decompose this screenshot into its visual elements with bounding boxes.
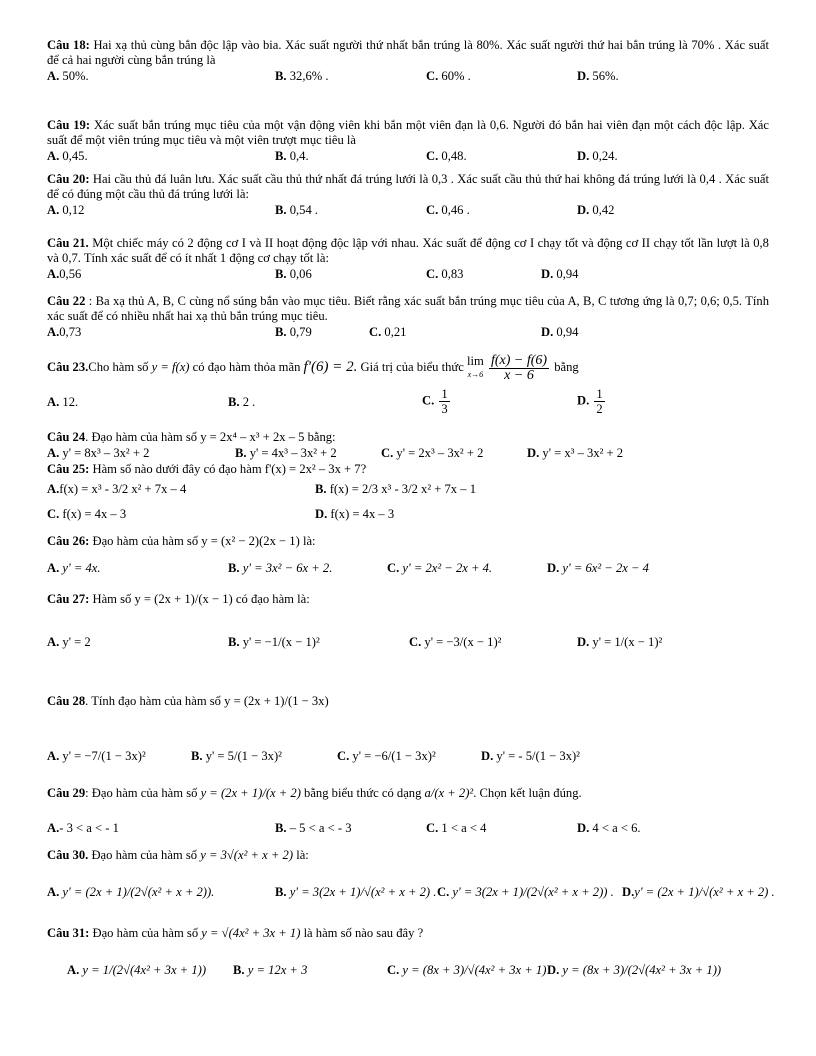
question-label: Câu 27: <box>47 592 90 606</box>
option-letter-c: C. <box>387 561 400 575</box>
option-c: 0,46 . <box>441 203 470 217</box>
option-letter-a: A. <box>47 149 60 163</box>
option-letter-b: B. <box>315 482 327 496</box>
question-text: có đạo hàm là: <box>235 592 310 606</box>
option-letter-d: D. <box>577 393 590 408</box>
option-letter-d: D. <box>577 821 590 835</box>
option-letter-d: D. <box>541 325 554 339</box>
option-b: – 5 < a < - 3 <box>289 821 352 835</box>
option-letter-d: D. <box>577 69 590 83</box>
question-label: Câu 23. <box>47 360 89 374</box>
option-c: 1 < a < 4 <box>441 821 487 835</box>
question-text: : Đạo hàm của hàm số <box>85 786 198 800</box>
option-d: y' = x³ – 3x² + 2 <box>542 446 624 460</box>
option-c: y' = 2x² − 2x + 4. <box>402 561 493 575</box>
option-letter-a: A. <box>47 821 60 835</box>
option-letter-b: B. <box>275 267 287 281</box>
option-c: 0,83 <box>441 267 464 281</box>
question-19 <box>47 118 769 164</box>
option-a: 0,12 <box>62 203 85 217</box>
question-text: bằng <box>554 360 579 374</box>
fraction-denominator: x − 6 <box>504 367 534 383</box>
option-c: y' = 2x³ – 3x² + 2 <box>396 446 484 460</box>
question-label: Câu 24 <box>47 430 86 444</box>
question-label: Câu 22 <box>47 294 86 308</box>
question-label: Câu 20: <box>47 172 90 186</box>
question-stem: Xác suất bắn trúng mục tiêu của một vận động viên khi bắn một viên đạn là 0,6. Người đó bắn hai viên đạn một cách độc lập. Xác suất để một viên trúng mục tiêu và một viên trượt mục tiêu là <box>47 118 769 147</box>
question-stem: . Đạo hàm của hàm số y = 2x⁴ – x³ + 2x – 5 bằng: <box>85 430 336 444</box>
option-letter-b: B. <box>275 69 287 83</box>
option-letter-c: C. <box>409 635 422 649</box>
question-label: Câu 31: <box>47 926 90 940</box>
option-letter-d: D. <box>315 507 328 521</box>
option-letter-a: A. <box>47 446 60 460</box>
question-text: Hàm số <box>92 592 132 606</box>
question-stem: Một chiếc máy có 2 động cơ I và II hoạt động độc lập với nhau. Xác suất để động cơ I chạy tốt và động cơ II chạy tốt lần lượt là 0,8 và 0,7. Tính xác suất để có ít nhất 1 động cơ chạy tốt là: <box>47 236 769 265</box>
option-d: 4 < a < 6. <box>592 821 641 835</box>
option-c: f(x) = 4x – 3 <box>62 507 127 521</box>
option-d: f(x) = 4x – 3 <box>330 507 395 521</box>
question-stem: : Ba xạ thủ A, B, C cùng nổ súng bắn vào mục tiêu. Biết rằng xác suất bắn trúng mục tiêu của A, B, C tương ứng là 0,7; 0,6; 0,5. Tính xác suất để có nhiều nhất hai xạ thủ bắn trúng mục tiêu. <box>47 294 769 323</box>
option-a: f(x) = x³ - 3/2 x² + 7x – 4 <box>59 482 187 496</box>
option-b: 32,6% . <box>289 69 329 83</box>
limit-fraction <box>489 354 549 383</box>
question-stem: Hàm số nào dưới đây có đạo hàm f'(x) = 2x² – 3x + 7? <box>92 462 367 476</box>
option-letter-b: B. <box>235 446 247 460</box>
question-text: . Tính đạo hàm của hàm số <box>85 694 221 708</box>
option-c: y' = −6/(1 − 3x)² <box>352 749 436 763</box>
option-letter-b: B. <box>275 885 287 899</box>
option-letter-a: A. <box>47 69 60 83</box>
option-letter-b: B. <box>191 749 203 763</box>
option-c-fraction: $\frac{1}{3}$ <box>441 387 448 416</box>
function-expression: y = √(4x² + 3x + 1) <box>201 926 301 940</box>
question-21 <box>47 236 769 282</box>
option-c: y = (8x + 3)/√(4x² + 3x + 1) <box>402 963 547 977</box>
question-label: Câu 30. <box>47 848 89 862</box>
option-d-fraction: $\frac{1}{2}$ <box>596 387 603 416</box>
option-d: y = (8x + 3)/(2√(4x² + 3x + 1)) <box>562 963 722 977</box>
question-text: bằng biểu thức có dạng <box>304 786 422 800</box>
question-label: Câu 28 <box>47 694 86 708</box>
option-letter-d: D. <box>481 749 494 763</box>
option-c: y' = −3/(x − 1)² <box>424 635 502 649</box>
question-29 <box>47 786 769 836</box>
question-text: Giá trị của biểu thức <box>360 360 464 374</box>
question-stem: Đạo hàm của hàm số y = (x² − 2)(2x − 1) là: <box>92 534 316 548</box>
option-a: 0,56 <box>59 267 82 281</box>
option-d: 0,24. <box>592 149 618 163</box>
option-letter-a: A. <box>47 749 60 763</box>
option-b: 0,06 <box>289 267 312 281</box>
question-text: là hàm số nào sau đây ? <box>303 926 424 940</box>
option-a: - 3 < a < - 1 <box>59 821 119 835</box>
option-letter-c: C. <box>369 325 382 339</box>
option-letter-a: A. <box>67 963 80 977</box>
option-letter-b: B. <box>228 395 240 409</box>
option-b: y' = 3(2x + 1)/√(x² + x + 2) . <box>289 885 437 899</box>
option-a: y' = 4x. <box>62 561 101 575</box>
option-letter-d: D. <box>547 561 560 575</box>
question-27 <box>47 592 769 650</box>
option-b: y = 12x + 3 <box>247 963 308 977</box>
question-18 <box>47 38 769 84</box>
option-c: y' = 3(2x + 1)/(2√(x² + x + 2)) . <box>452 885 614 899</box>
option-b: y' = −1/(x − 1)² <box>242 635 320 649</box>
option-letter-a: A. <box>47 325 60 339</box>
option-letter-b: B. <box>228 561 240 575</box>
option-d: y' = (2x + 1)/√(x² + x + 2) . <box>634 885 775 899</box>
option-letter-c: C. <box>426 203 439 217</box>
option-letter-b: B. <box>233 963 245 977</box>
option-a: y' = (2x + 1)/(2√(x² + x + 2)). <box>62 885 215 899</box>
question-23 <box>47 350 769 419</box>
function-expression: y = f(x) <box>151 360 190 374</box>
question-24 <box>47 430 769 461</box>
option-letter-a: A. <box>47 395 60 409</box>
option-letter-d: D. <box>577 149 590 163</box>
option-letter-c: C. <box>337 749 350 763</box>
option-b: 0,79 <box>289 325 312 339</box>
question-label: Câu 18: <box>47 38 90 52</box>
option-c: 60% . <box>441 69 471 83</box>
derivative-condition: f′(6) = 2. <box>303 359 358 375</box>
option-d: y' = 6x² − 2x − 4 <box>562 561 649 575</box>
option-a: y' = −7/(1 − 3x)² <box>62 749 146 763</box>
question-label: Câu 29 <box>47 786 86 800</box>
option-letter-c: C. <box>437 885 450 899</box>
limit-word: lim <box>467 354 484 369</box>
question-label: Câu 21. <box>47 236 89 250</box>
question-26 <box>47 534 769 576</box>
option-letter-a: A. <box>47 885 60 899</box>
option-letter-b: B. <box>275 149 287 163</box>
question-22 <box>47 294 769 340</box>
option-letter-a: A. <box>47 482 60 496</box>
option-letter-b: B. <box>275 203 287 217</box>
question-30 <box>47 848 775 900</box>
option-a: 0,73 <box>59 325 82 339</box>
question-text: Đạo hàm của hàm số <box>88 848 198 862</box>
question-text: có đạo hàm thỏa mãn <box>192 360 301 374</box>
option-letter-c: C. <box>47 507 60 521</box>
question-text: Cho hàm số <box>88 360 149 374</box>
option-letter-d: D. <box>527 446 540 460</box>
option-b: f(x) = 2/3 x³ - 3/2 x² + 7x – 1 <box>329 482 476 496</box>
option-a: y' = 8x³ – 3x² + 2 <box>62 446 150 460</box>
option-d: 56%. <box>592 69 619 83</box>
option-d: y' = - 5/(1 − 3x)² <box>496 749 580 763</box>
option-letter-a: A. <box>47 561 60 575</box>
option-letter-a: A. <box>47 203 60 217</box>
question-stem: Hai cầu thủ đá luân lưu. Xác suất cầu thủ thứ nhất đá trúng lưới là 0,3 . Xác suất cầu thủ thứ hai không đá trúng lưới là 0,4 . Xác suất để có đúng một cầu thủ đá trúng lưới là: <box>47 172 769 201</box>
question-text: . Chọn kết luận đúng. <box>473 786 582 800</box>
function-expression: y = (2x + 1)/(x − 1) <box>134 592 233 606</box>
option-letter-d: D. <box>577 635 590 649</box>
function-expression: y = (2x + 1)/(1 − 3x) <box>224 694 329 708</box>
option-letter-b: B. <box>275 325 287 339</box>
option-letter-c: C. <box>426 69 439 83</box>
option-d: 0,94 <box>556 267 579 281</box>
option-letter-c: C. <box>422 393 435 408</box>
option-c: 0,48. <box>441 149 467 163</box>
option-a: 50%. <box>62 69 89 83</box>
option-b: 0,4. <box>289 149 309 163</box>
option-b: 2 . <box>242 395 256 409</box>
question-label: Câu 25: <box>47 462 90 476</box>
option-b: 0,54 . <box>289 203 319 217</box>
option-letter-d: D. <box>577 203 590 217</box>
option-a: 0,45. <box>62 149 88 163</box>
option-letter-d: D. <box>622 885 635 899</box>
question-label: Câu 26: <box>47 534 90 548</box>
option-d: 0,94 <box>556 325 579 339</box>
option-a: 12. <box>62 395 79 409</box>
function-expression: y = (2x + 1)/(x + 2) <box>200 786 301 800</box>
limit-subscript: x→6 <box>467 370 484 380</box>
option-letter-d: D. <box>547 963 560 977</box>
question-20 <box>47 172 769 218</box>
option-letter-a: A. <box>47 267 60 281</box>
option-letter-c: C. <box>381 446 394 460</box>
option-letter-b: B. <box>228 635 240 649</box>
option-a: y' = 2 <box>62 635 91 649</box>
option-d: y' = 1/(x − 1)² <box>592 635 663 649</box>
derivative-form: a/(x + 2)² <box>424 786 474 800</box>
question-text: là: <box>296 848 309 862</box>
question-31 <box>47 926 769 978</box>
question-text: Đạo hàm của hàm số <box>92 926 199 940</box>
option-a: y = 1/(2√(4x² + 3x + 1)) <box>82 963 207 977</box>
option-d: 0,42 <box>592 203 615 217</box>
fraction-numerator: f(x) − f(6) <box>490 352 548 368</box>
option-letter-c: C. <box>387 963 400 977</box>
function-expression: y = 3√(x² + x + 2) <box>200 848 294 862</box>
limit-operator <box>467 355 484 381</box>
question-25 <box>47 462 769 522</box>
option-b: y' = 5/(1 − 3x)² <box>205 749 282 763</box>
option-letter-b: B. <box>275 821 287 835</box>
option-letter-c: C. <box>426 267 439 281</box>
option-letter-c: C. <box>426 821 439 835</box>
question-stem: Hai xạ thủ cùng bắn độc lập vào bia. Xác suất người thứ nhất bắn trúng là 80%. Xác suất người thứ hai bắn trúng là 70% . Xác suất để cả hai người cùng bắn trúng là <box>47 38 769 67</box>
option-c: 0,21 <box>384 325 407 339</box>
option-b: y' = 4x³ – 3x² + 2 <box>249 446 337 460</box>
option-letter-d: D. <box>541 267 554 281</box>
question-label: Câu 19: <box>47 118 91 132</box>
question-28 <box>47 694 769 764</box>
option-letter-c: C. <box>426 149 439 163</box>
option-b: y' = 3x² − 6x + 2. <box>242 561 333 575</box>
option-letter-a: A. <box>47 635 60 649</box>
